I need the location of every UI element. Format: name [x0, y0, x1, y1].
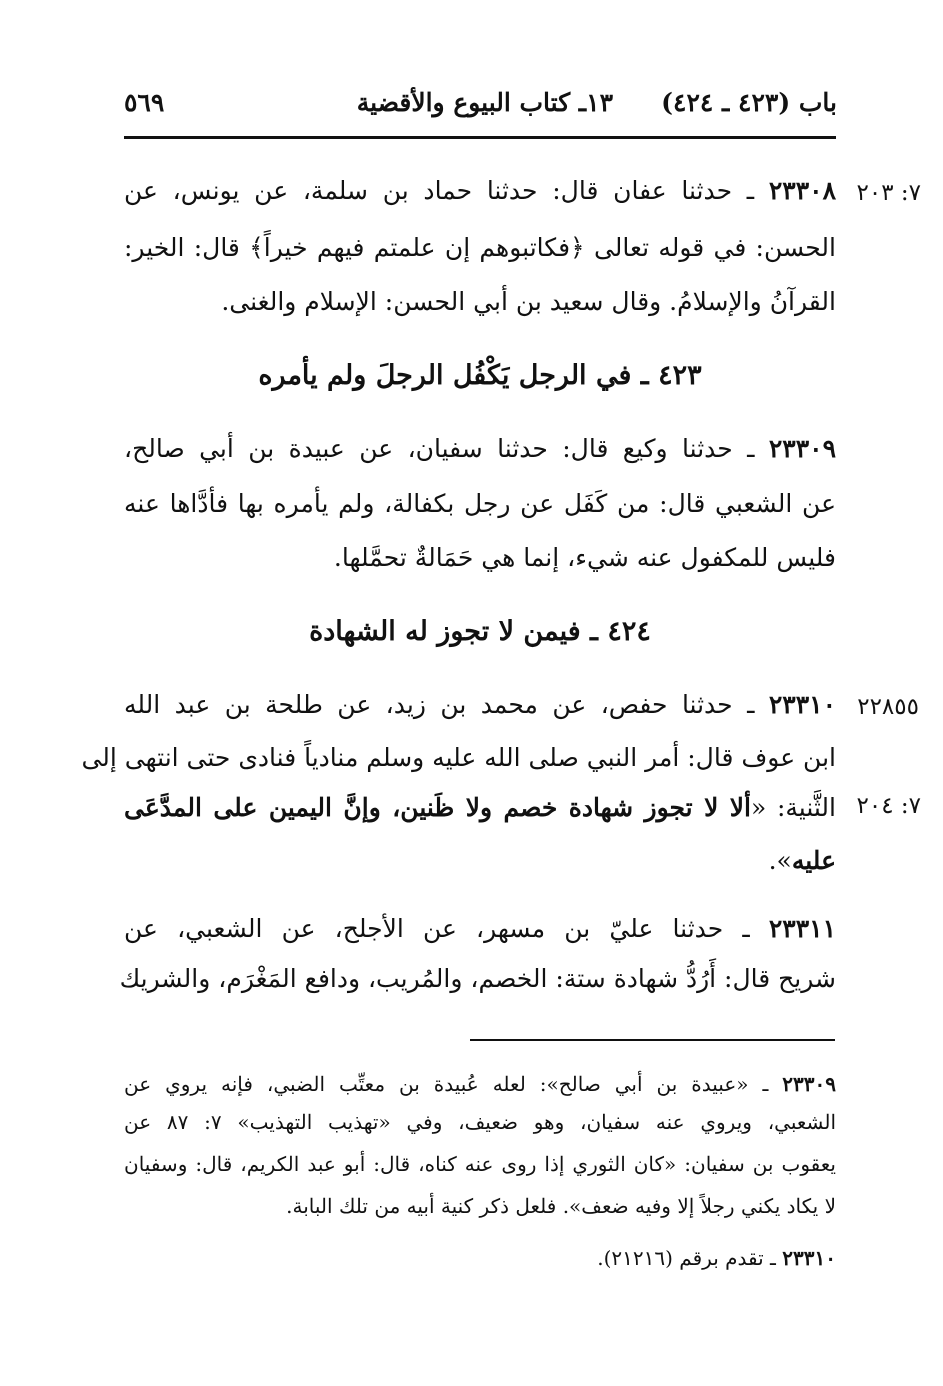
page-number: ٥٦٩	[124, 88, 165, 117]
hadith-number: ٢٣٣١٠	[768, 690, 836, 719]
margin-ref-2: ٢٢٨٥٥	[857, 694, 919, 720]
header-rule	[124, 136, 836, 139]
hadith-number: ٢٣٣١١	[768, 914, 836, 943]
hadith-number: ٢٣٣٠٩	[768, 434, 836, 463]
footnote-23309-line-1: ٢٣٣٠٩ ـ «عبيدة بن أبي صالح»: لعله عُبيدة بن معتِّب الضبي، فإنه يروي عن	[124, 1072, 836, 1096]
hadith-23310-line-1: ٢٣٣١٠ ـ حدثنا حفص، عن محمد بن زيد، عن طلحة بن عبد الله	[124, 690, 836, 719]
hadith-number: ٢٣٣٠٨	[768, 176, 837, 205]
margin-ref-3: ٧: ٢٠٤	[856, 793, 921, 819]
hadith-23309-line-2: عن الشعبي قال: من كَفَل عن رجل بكفالة، ولم يأمره بها فأدَّاها عنه	[124, 489, 836, 518]
hadith-23308-line-2: الحسن: في قوله تعالى ﴿فكاتبوهم إن علمتم فيهم خيراً﴾ قال: الخير:	[124, 233, 836, 262]
hadith-23310-line-3: الثَّنية: «ألا لا تجوز شهادة خصم ولا ظَنين، وإنَّ اليمين على المدَّعَى	[124, 793, 836, 822]
hadith-23308-line-3: القرآنُ والإسلامُ. وقال سعيد بن أبي الحسن: الإسلام والغنى.	[221, 287, 836, 316]
footnote-23309-line-3: يعقوب بن سفيان: «كان الثوري إذا روى عنه كناه، قال: أبو عبد الكريم، قال: وسفيان	[124, 1152, 836, 1176]
hadith-23308-line-1: ٢٣٣٠٨ ـ حدثنا عفان قال: حدثنا حماد بن سلمة، عن يونس، عن	[124, 176, 837, 205]
margin-ref-1: ٧: ٢٠٣	[856, 180, 921, 206]
footnote-23309-line-2: الشعبي، ويروي عنه سفيان، وهو ضعيف، وفي «تهذيب التهذيب» ٧: ٨٧ عن	[124, 1110, 836, 1134]
hadith-quote-bold: ألا لا تجوز شهادة خصم ولا ظَنين، وإنَّ اليمين على المدَّعَى	[124, 793, 751, 822]
footnote-23309-line-4: لا يكاد يكني رجلاً إلا وفيه ضعف». فلعل ذكر كنية أبيه من تلك البابة.	[286, 1194, 836, 1218]
section-heading-424: ٤٢٤ ـ فيمن لا تجوز له الشهادة	[309, 616, 651, 647]
hadith-23310-line-4: عليه».	[768, 846, 836, 875]
hadith-23310-line-2: ابن عوف قال: أمر النبي صلى الله عليه وسلم منادياً فنادى حتى انتهى إلى	[81, 743, 836, 772]
hadith-23309-line-3: فليس للمكفول عنه شيء، إنما هي حَمَالةٌ تحمَّلها.	[333, 543, 836, 572]
hadith-23311-line-1: ٢٣٣١١ ـ حدثنا عليّ بن مسهر، عن الأجلح، عن الشعبي، عن	[124, 914, 836, 943]
footnote-rule	[470, 1039, 835, 1041]
hadith-23309-line-1: ٢٣٣٠٩ ـ حدثنا وكيع قال: حدثنا سفيان، عن عبيدة بن أبي صالح،	[124, 434, 836, 463]
footnote-23310: ٢٣٣١٠ ـ تقدم برقم (٢١٢١٦).	[597, 1246, 836, 1270]
hadith-23311-line-2: شريح قال: أَرُدُّ شهادة ستة: الخصم، والمُريب، ودافع المَغْرَم، والشريك	[119, 964, 836, 993]
running-header-book-title: ١٣ـ كتاب البيوع والأقضية	[356, 88, 613, 117]
section-heading-423: ٤٢٣ ـ في الرجل يَكْفُل الرجلَ ولم يأمره	[258, 360, 702, 391]
running-header-chapter: باب (٤٢٣ ـ ٤٢٤)	[661, 88, 837, 117]
